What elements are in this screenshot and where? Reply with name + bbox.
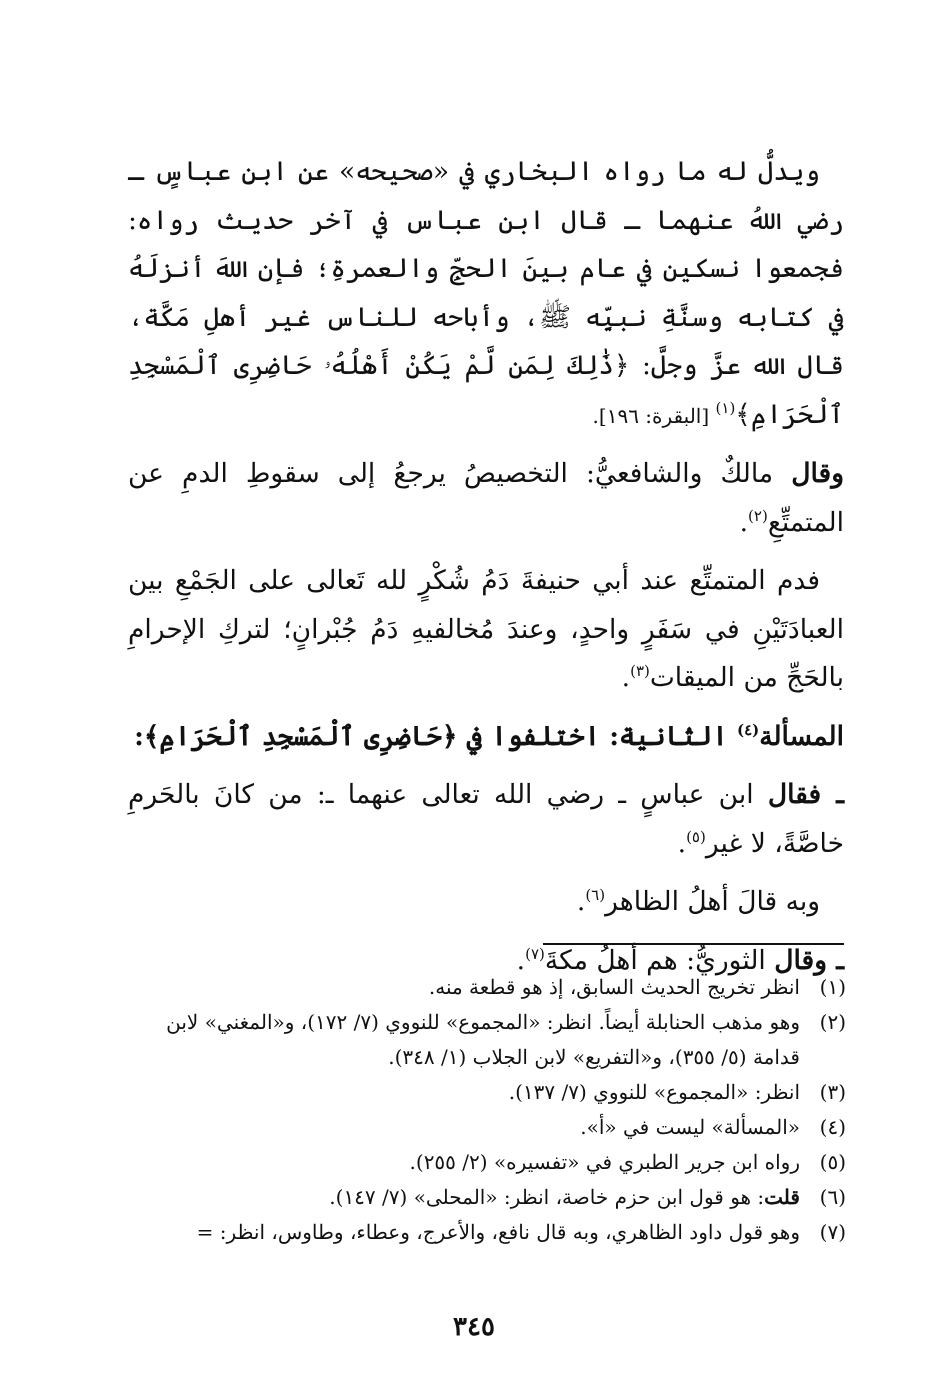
footnote-number: (٧) [819,1220,846,1244]
paragraph-6 [128,878,844,927]
footnote-1 [115,970,846,1005]
paragraph-6-text: وبه قالَ أهلُ الظاهر [605,886,820,917]
footnote-body: : هو قول ابن حزم خاصة، انظر: «المحلى» (٧/ ١٤٧). [329,1185,765,1209]
footnote-3 [115,1075,846,1110]
paragraph-7-end: . [516,944,526,976]
paragraph-2-text: مالكٌ والشافعيُّ: التخصيصُ يرجعُ إلى سقوطِ الدمِ عن المتمتِّعِ [128,458,844,538]
paragraph-5-text: ابن عباسٍ ـ رضي الله تعالى عنهما ـ: من كانَ بالحَرمِ خاصَّةً، لا غير [128,779,844,859]
paragraph-5-lead: ـ فقال [767,779,844,810]
footnote-text: وهو قول داود الظاهري، وبه قال نافع، والأعرج، وعطاء، وطاوس، انظر: = [196,1220,800,1244]
footnote-ref-4: (٤) [736,720,760,739]
footnote-text: «المسألة» ليست في «أ». [580,1115,800,1139]
paragraph-2 [128,450,844,547]
paragraph-2-end: . [739,506,749,538]
paragraph-7-text: الثوريُّ: هم أهلُ مكةَ [544,944,775,976]
footnote-number: (٦) [819,1185,846,1209]
paragraph-3-end: . [621,662,631,693]
footnote-lead: قلت [764,1185,800,1209]
section-heading [128,713,844,762]
heading-text: الثانية: اختلفوا في ﴿حَاضِرِى ٱلْمَسْجِدِ ٱلْحَرَامِ﴾: [134,720,737,752]
main-text [128,148,844,995]
footnote-ref-7: (٧) [525,944,545,963]
footnote-ref-3: (٣) [630,662,650,681]
footnote-number: (٢) [819,1010,846,1034]
footnote-text: انظر تخريج الحديث السابق، إذ هو قطعة منه. [428,975,800,999]
footnote-7 [115,1215,846,1250]
footnote-ref-5: (٥) [686,827,706,846]
paragraph-6-end: . [576,886,586,917]
footnote-separator [543,943,844,945]
footnote-text [115,1180,800,1215]
footnote-text: رواه ابن جرير الطبري في «تفسيره» (٢/ ٢٥٥). [409,1150,800,1174]
paragraph-1-text: ويدلُّ له ما رواه البخاري في «صحيحه» عن ابنِ عباسٍ ـ رضي اللهُ عنهما ـ قال ابن عباس في آخر حديث رواه: فجمعوا نسكين في عام بينَ الحجِّ والعمرةِ؛ فإن اللهَ أنزلَهُ في كتابه وسنَّةِ نبيِّه ﷺ، وأباحه للناس غير أهلِ مَكَّة، قال الله عزَّ وجلَّ: ﴿ذَٰلِكَ لِمَن لَّمْ يَكُنْ أَهْلُهُۥ حَاضِرِى ٱلْمَسْجِدِ ٱلْحَرَامِ﴾ [128,156,844,430]
quran-reference: [البقرة: ١٩٦]. [592,403,716,428]
footnote-text: وهو مذهب الحنابلة أيضاً. انظر: «المجموع» للنووي (٧/ ١٧٢)، و«المغني» لابن قدامة (٥/ ٣٥٥)، و«التفريع» لابن الجلاب (١/ ٣٤٨). [166,1010,800,1069]
footnotes [115,970,846,1250]
footnote-5 [115,1145,846,1180]
footnote-number: (٥) [819,1150,846,1174]
paragraph-5-end: . [677,827,687,859]
page-number: ٣٤٥ [453,1312,495,1342]
footnote-number: (٣) [819,1080,846,1104]
footnote-2 [115,1005,846,1075]
footnote-6 [115,1180,846,1215]
paragraph-5 [128,771,844,868]
footnote-4 [115,1110,846,1145]
paragraph-3-text: فدم المتمتِّع عند أبي حنيفةَ دَمُ شُكْرٍ لله تَعالى على الجَمْعِ بين العبادَتَيْنِ في سَفَرٍ واحدٍ، وعندَ مُخالفيهِ دَمُ جُبْرانٍ؛ لتركِ الإحرامِ بالحَجِّ من الميقات [128,565,844,693]
footnote-ref-6: (٦) [585,886,606,905]
paragraph-7-lead: ـ وقال [774,944,844,976]
paragraph-3 [128,557,844,703]
footnote-number: (١) [819,975,846,999]
paragraph-2-lead: وقال [791,458,844,489]
footnote-ref-2: (٢) [748,506,768,525]
heading-lead: المسألة [759,720,844,752]
footnote-text: انظر: «المجموع» للنووي (٧/ ١٣٧). [508,1080,800,1104]
footnote-ref-1: (١) [715,398,736,417]
footnote-number: (٤) [819,1115,846,1139]
paragraph-1 [128,148,844,440]
